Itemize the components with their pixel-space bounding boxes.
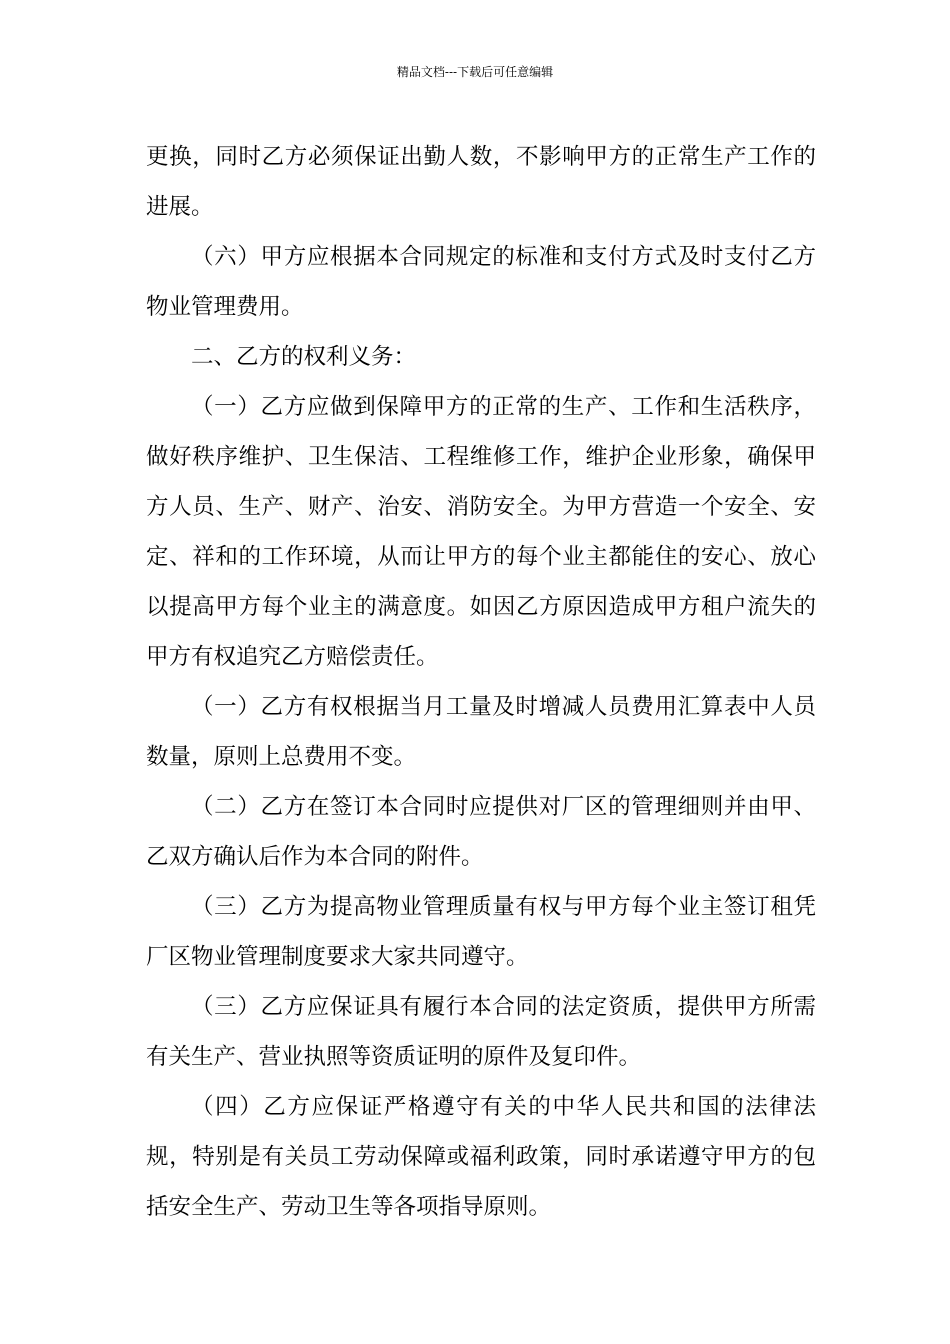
paragraph-item-1a: （一）乙方应做到保障甲方的正常的生产、工作和生活秩序，做好秩序维护、卫生保洁、工程维修工作，维护企业形象，确保甲方人员、生产、财产、治安、消防安全。为甲方营造一个安全、安定、祥和的工作环境，从而让甲方的每个业主都能住的安心、放心以提高甲方每个业主的满意度。如因乙方原因造成甲方租户流失的甲方有权追究乙方赔偿责任。 bbox=[146, 394, 816, 670]
paragraph-item-1b: （一）乙方有权根据当月工量及时增减人员费用汇算表中人员数量，原则上总费用不变。 bbox=[146, 694, 816, 770]
paragraph-item-2: （二）乙方在签订本合同时应提供对厂区的管理细则并由甲、乙双方确认后作为本合同的附件。 bbox=[146, 794, 816, 870]
document-body bbox=[146, 132, 816, 1232]
section-heading-party-b-rights: 二、乙方的权利义务： bbox=[191, 344, 417, 370]
paragraph-item-3b: （三）乙方应保证具有履行本合同的法定资质，提供甲方所需有关生产、营业执照等资质证明的原件及复印件。 bbox=[146, 994, 816, 1070]
paragraph-item-3a: （三）乙方为提高物业管理质量有权与甲方每个业主签订租凭厂区物业管理制度要求大家共同遵守。 bbox=[146, 894, 816, 970]
paragraph-continuation: 更换，同时乙方必须保证出勤人数，不影响甲方的正常生产工作的进展。 bbox=[146, 144, 816, 220]
paragraph-item-6: （六）甲方应根据本合同规定的标准和支付方式及时支付乙方物业管理费用。 bbox=[146, 244, 816, 320]
paragraph-item-4: （四）乙方应保证严格遵守有关的中华人民共和国的法律法规，特别是有关员工劳动保障或福利政策，同时承诺遵守甲方的包括安全生产、劳动卫生等各项指导原则。 bbox=[146, 1094, 816, 1220]
page-header: 精品文档---下载后可任意编辑 bbox=[396, 65, 554, 79]
